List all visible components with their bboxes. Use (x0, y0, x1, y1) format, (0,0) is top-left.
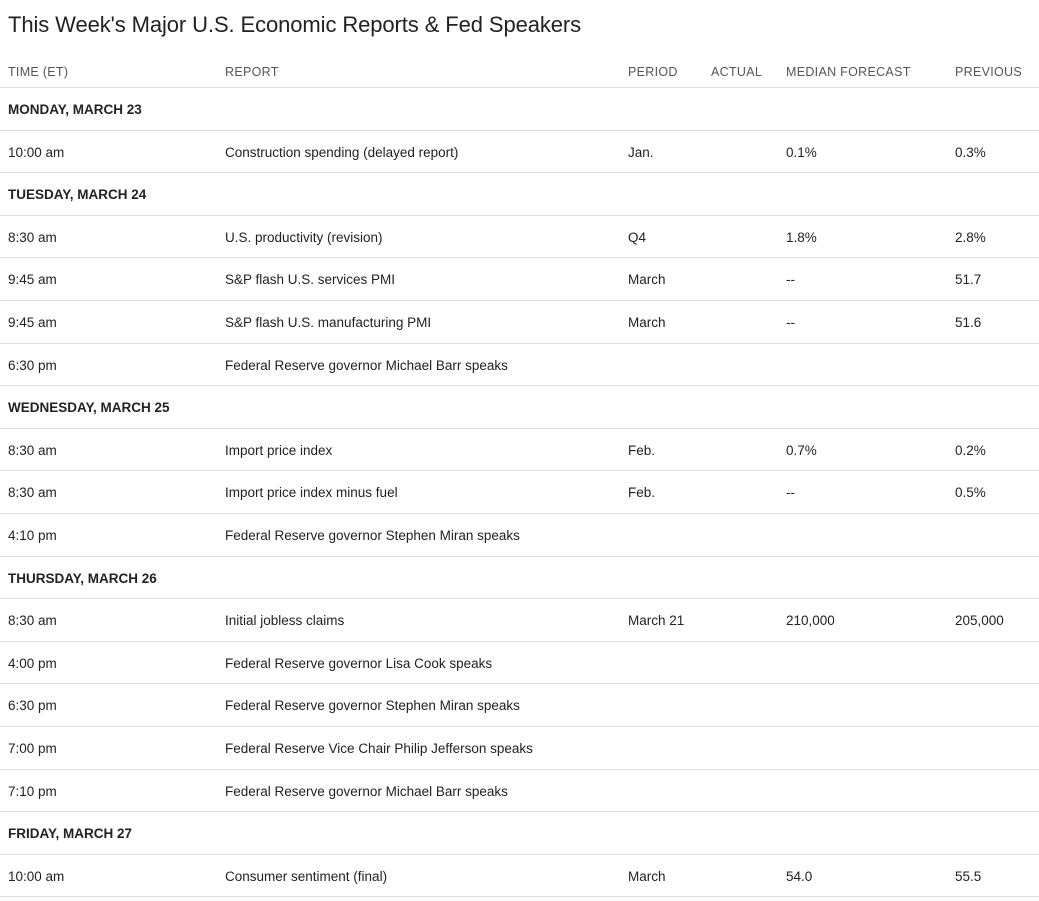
table-row (0, 216, 1039, 259)
row-time: 10:00 am (8, 144, 65, 160)
day-header-row (0, 386, 1039, 429)
table-row (0, 471, 1039, 514)
row-median-forecast: 0.7% (786, 442, 817, 458)
row-time: 8:30 am (8, 485, 57, 501)
table-row (0, 684, 1039, 727)
row-report: Federal Reserve Vice Chair Philip Jefferson speaks (225, 740, 533, 756)
day-label: WEDNESDAY, MARCH 25 (8, 400, 170, 416)
row-median-forecast: -- (786, 485, 795, 501)
row-time: 9:45 am (8, 314, 57, 330)
row-period: Jan. (628, 144, 654, 160)
table-row (0, 301, 1039, 344)
row-time: 8:30 am (8, 613, 57, 629)
header-actual: ACTUAL (711, 65, 763, 79)
row-report: Construction spending (delayed report) (225, 144, 459, 160)
row-previous: 55.5 (955, 868, 982, 884)
row-report: Federal Reserve governor Stephen Miran speaks (225, 698, 520, 714)
header-median-forecast: MEDIAN FORECAST (786, 65, 911, 79)
row-report: Federal Reserve governor Stephen Miran speaks (225, 527, 520, 543)
header-previous: PREVIOUS (955, 65, 1022, 79)
row-median-forecast: 54.0 (786, 868, 813, 884)
row-report: Initial jobless claims (225, 613, 345, 629)
day-label: TUESDAY, MARCH 24 (8, 187, 147, 203)
row-previous: 0.5% (955, 485, 986, 501)
row-report: S&P flash U.S. services PMI (225, 272, 396, 288)
page-title: This Week's Major U.S. Economic Reports & Fed Speakers (8, 12, 582, 37)
row-previous: 205,000 (955, 613, 1004, 629)
row-period: Feb. (628, 485, 656, 501)
day-header-row (0, 812, 1039, 855)
row-time: 6:30 pm (8, 357, 57, 373)
row-time: 4:10 pm (8, 527, 57, 543)
table-body (0, 88, 1039, 897)
row-previous: 2.8% (955, 229, 986, 245)
header-period: PERIOD (628, 65, 678, 79)
row-report: Federal Reserve governor Michael Barr speaks (225, 357, 508, 373)
row-period: March 21 (628, 613, 685, 629)
row-report: U.S. productivity (revision) (225, 229, 383, 245)
header-time: TIME (ET) (8, 65, 69, 79)
row-period: March (628, 272, 666, 288)
row-median-forecast: 1.8% (786, 229, 817, 245)
table-row (0, 770, 1039, 813)
row-time: 6:30 pm (8, 698, 57, 714)
row-time: 4:00 pm (8, 655, 57, 671)
table-row (0, 131, 1039, 174)
table-row (0, 344, 1039, 387)
row-report: Consumer sentiment (final) (225, 868, 388, 884)
table-row (0, 429, 1039, 472)
row-report: S&P flash U.S. manufacturing PMI (225, 314, 432, 330)
row-previous: 0.2% (955, 442, 986, 458)
row-period: March (628, 868, 666, 884)
row-previous: 51.6 (955, 314, 982, 330)
table-row (0, 855, 1039, 898)
row-time: 7:10 pm (8, 783, 57, 799)
row-report: Import price index minus fuel (225, 485, 398, 501)
row-previous: 0.3% (955, 144, 986, 160)
day-label: THURSDAY, MARCH 26 (8, 570, 157, 586)
calendar-table (0, 55, 1039, 897)
day-label: MONDAY, MARCH 23 (8, 102, 142, 117)
row-period: Q4 (628, 229, 647, 245)
table-header (0, 55, 1039, 88)
row-time: 7:00 pm (8, 740, 57, 756)
day-header-row (0, 173, 1039, 216)
day-label: FRIDAY, MARCH 27 (8, 826, 133, 842)
table-row (0, 258, 1039, 301)
table-row (0, 642, 1039, 685)
table-row (0, 599, 1039, 642)
row-period: March (628, 314, 666, 330)
row-report: Import price index (225, 442, 333, 458)
row-median-forecast: 210,000 (786, 613, 835, 629)
row-time: 10:00 am (8, 868, 65, 884)
row-time: 8:30 am (8, 229, 57, 245)
row-median-forecast: -- (786, 314, 795, 330)
table-row (0, 727, 1039, 770)
day-header-row (0, 88, 1039, 131)
row-report: Federal Reserve governor Lisa Cook speaks (225, 655, 493, 671)
day-header-row (0, 557, 1039, 600)
row-time: 9:45 am (8, 272, 57, 288)
row-period: Feb. (628, 442, 656, 458)
row-previous: 51.7 (955, 272, 982, 288)
row-median-forecast: 0.1% (786, 144, 817, 160)
row-report: Federal Reserve governor Michael Barr speaks (225, 783, 508, 799)
row-median-forecast: -- (786, 272, 795, 288)
row-time: 8:30 am (8, 442, 57, 458)
header-report: REPORT (225, 65, 279, 79)
table-row (0, 514, 1039, 557)
